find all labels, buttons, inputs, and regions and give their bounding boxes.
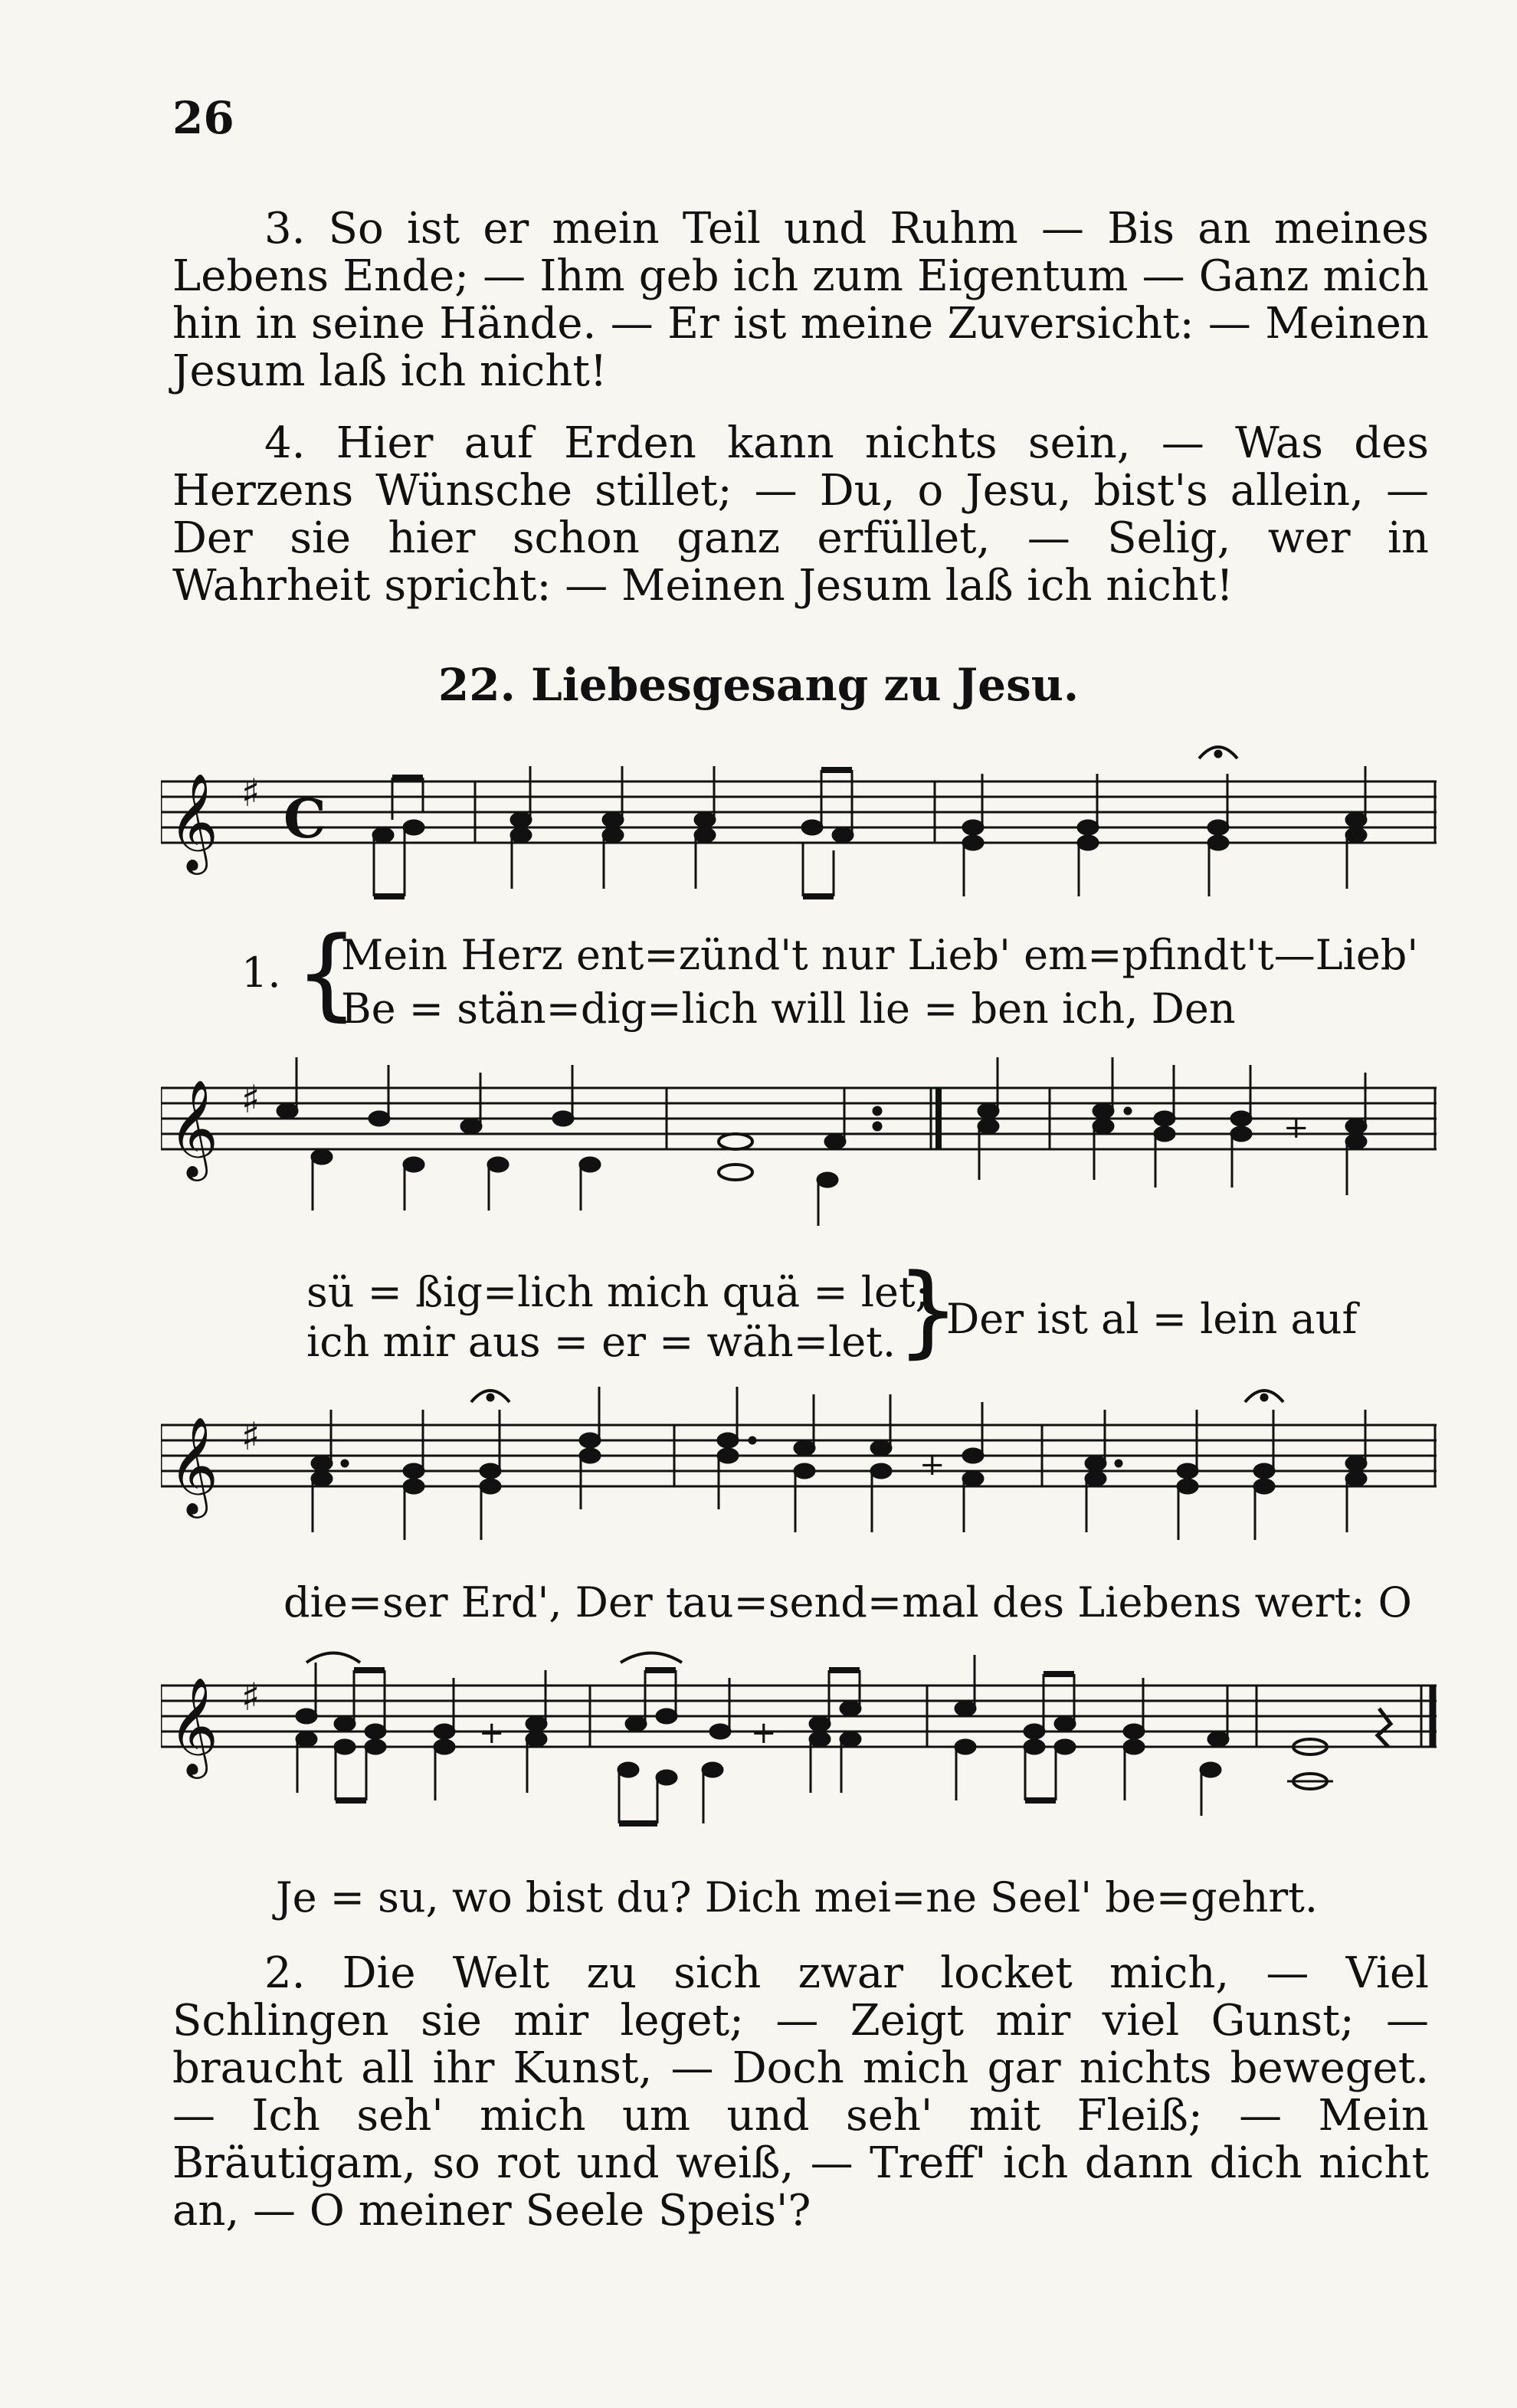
svg-text:+: + <box>919 1447 945 1482</box>
sharp-icon: ♯ <box>241 1675 260 1719</box>
svg-text:+: + <box>751 1715 777 1751</box>
lyrics-s1-line2: Be = stän=dig=lich will lie = ben ich, Den <box>341 984 1236 1033</box>
time-signature: C <box>283 787 326 850</box>
music-staff-3 <box>161 1379 1437 1578</box>
music-staff-4 <box>161 1640 1437 1854</box>
page-number: 26 <box>172 92 234 144</box>
verse-number: 1. <box>241 948 281 997</box>
svg-text:+: + <box>1283 1110 1309 1145</box>
svg-text:+: + <box>479 1715 505 1751</box>
lyrics-s2-line1: sü = ßig=lich mich quä = let; <box>306 1268 929 1316</box>
sharp-icon: ♯ <box>241 771 260 815</box>
lyrics-s1-line1: Mein Herz ent=zünd't nur Lieb' em=pfindt't—Lieb' <box>341 931 1419 979</box>
verse-4: 4. Hier auf Erden kann nichts sein, — Was des Herzens Wünsche stillet; — Du, o Jesu, bist's allein, — Der sie hier schon ganz erfüllet, — Selig, wer in Wahrheit spricht: — Meinen Jesum laß ich nicht! <box>172 418 1429 611</box>
sharp-icon: ♯ <box>241 1077 260 1122</box>
lyric-brace-left: { <box>295 915 359 1031</box>
lyric-brace-right: } <box>896 1252 960 1368</box>
music-staff-2 <box>161 1050 1437 1241</box>
treble-clef-icon: 𝄞 <box>169 1676 219 1774</box>
lyrics-s2-cont: Der ist al = lein auf <box>946 1295 1358 1343</box>
verse-2: 2. Die Welt zu sich zwar locket mich, — Viel Schlingen sie mir leget; — Zeigt mir viel Gunst; — braucht all ihr Kunst, — Doch mich gar nichts beweget. — Ich seh' mich um und seh' mit Fleiß; — Mein Bräutigam, so rot und weiß, — Treff' ich dann dich nicht an, — O meiner Seele Speis'? <box>172 1948 1429 2236</box>
lyrics-s2-line2: ich mir aus = er = wäh=let. <box>306 1318 896 1366</box>
verse-3: 3. So ist er mein Teil und Ruhm — Bis an meines Lebens Ende; — Ihm geb ich zum Eigentum — Ganz mich hin in seine Hände. — Er ist meine Zuversicht: — Meinen Jesum laß ich nicht! <box>172 204 1429 396</box>
sharp-icon: ♯ <box>241 1414 260 1459</box>
treble-clef-icon: 𝄞 <box>169 1416 219 1514</box>
hymn-title: 22. Liebesgesang zu Jesu. <box>437 659 1080 711</box>
treble-clef-icon: 𝄞 <box>169 1079 219 1177</box>
treble-clef-icon: 𝄞 <box>169 772 219 870</box>
lyrics-s3: die=ser Erd', Der tau=send=mal des Liebens wert: O <box>283 1578 1412 1627</box>
lyrics-s4: Je = su, wo bist du? Dich mei=ne Seel' be=gehrt. <box>276 1873 1319 1921</box>
